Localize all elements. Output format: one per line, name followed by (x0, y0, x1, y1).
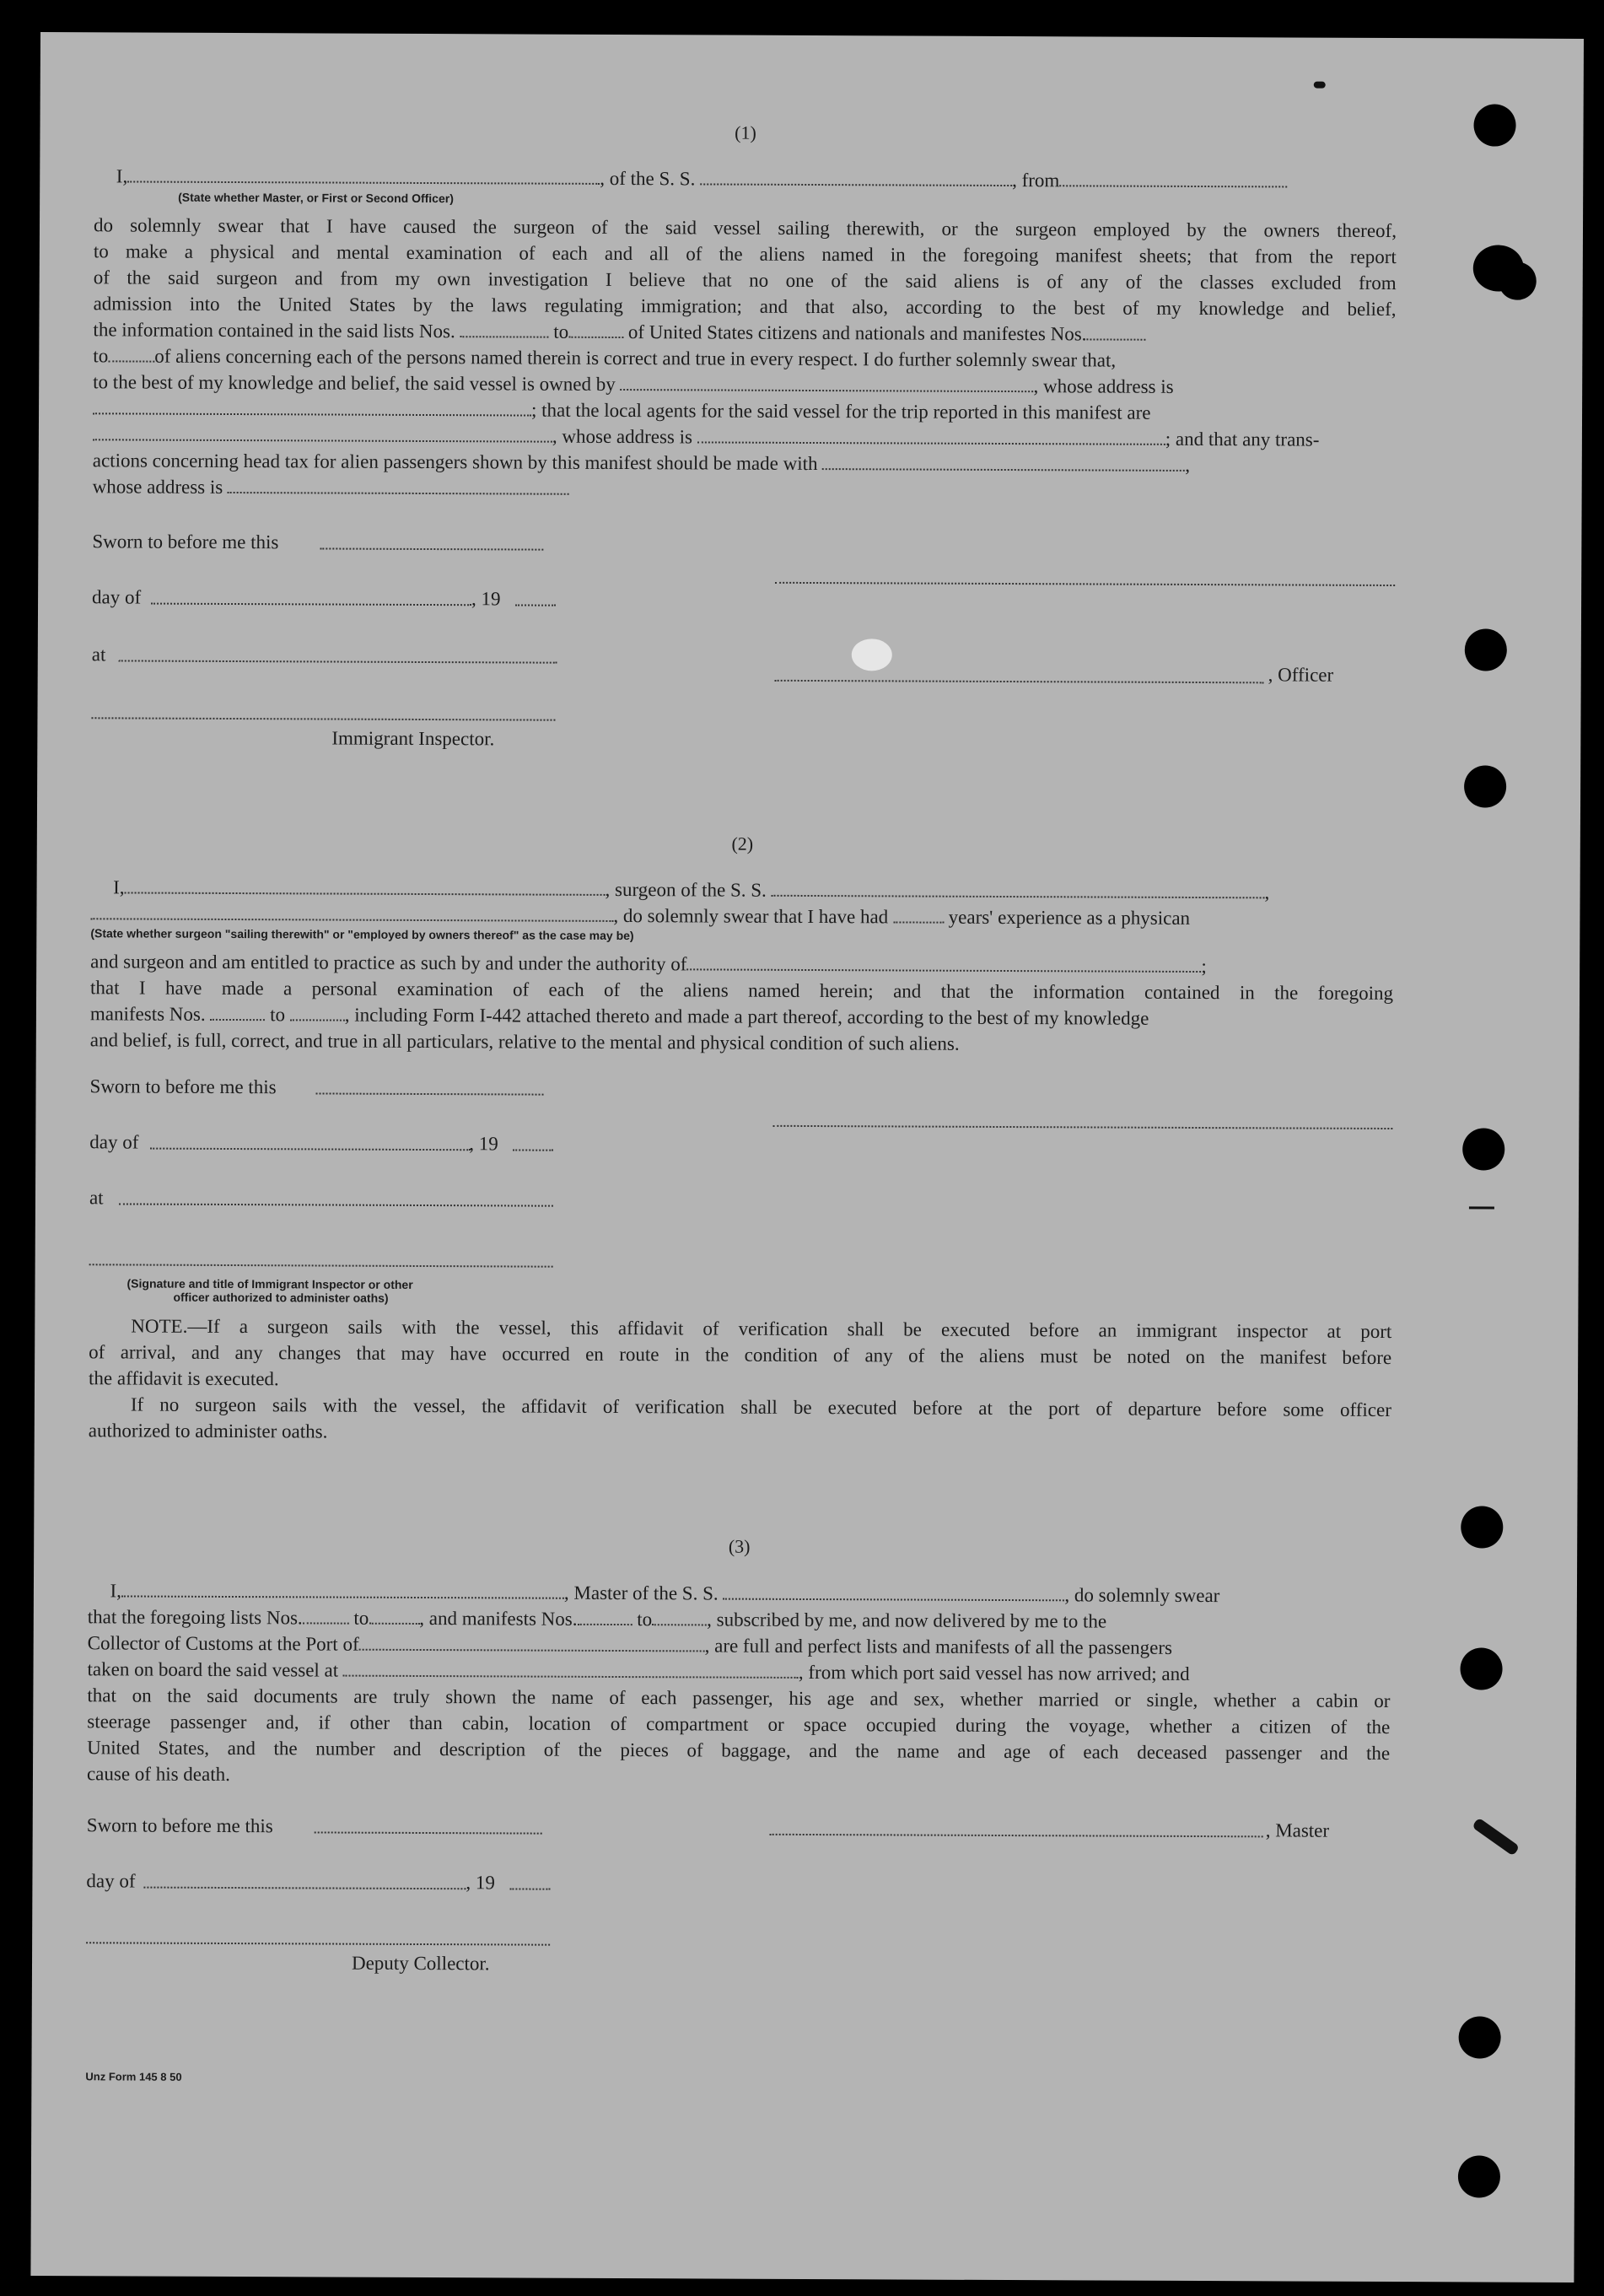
signature-line (775, 580, 1395, 586)
punch-hole (1473, 104, 1515, 146)
section1-line1: I, , of the S. S. , from (94, 163, 1397, 195)
oath-text: that I have made a personal examination of each of the aliens named herein; and that the information contained in the foregoing (90, 977, 1394, 1005)
signature-note: (Signature and title of Immigrant Inspector or other (126, 1276, 413, 1291)
punch-hole (1459, 2016, 1501, 2058)
oath-text: actions concerning head tax for alien passengers shown by this manifest should be made with , (92, 450, 1191, 476)
officer-note: (State whether Master, or First or Second Officer) (178, 190, 454, 206)
date-field (151, 601, 471, 606)
year-label: , 19 (471, 588, 501, 610)
section2-line2: , do solemnly swear that I have had years' experience as a physican (90, 900, 1393, 932)
date-field (515, 602, 556, 606)
inspector-label: Immigrant Inspector. (331, 727, 495, 750)
date-field (315, 1830, 542, 1834)
date-field (513, 1147, 553, 1151)
date-field (143, 1885, 466, 1890)
at-label: at (91, 644, 106, 666)
master-label: , Master (1265, 1819, 1330, 1841)
year-label: , 19 (466, 1872, 495, 1894)
punch-hole (1465, 628, 1507, 671)
oath-text: , whose address is ; and that any trans- (93, 421, 1396, 453)
paper-smudge (852, 639, 892, 671)
form-content (85, 32, 1397, 2083)
punch-hole (1460, 1647, 1502, 1690)
signature-line (89, 1262, 553, 1267)
officer-label: , Officer (1268, 664, 1334, 686)
form-number: Unz Form 145 8 50 (85, 2070, 182, 2083)
day-label: day of (92, 586, 142, 608)
place-field (119, 1201, 553, 1206)
stain-mark (1469, 1206, 1494, 1209)
sworn-label: Sworn to before me this (86, 1814, 273, 1837)
sworn-label: Sworn to before me this (89, 1075, 277, 1098)
day-label: day of (86, 1870, 136, 1892)
signature-line (775, 678, 1264, 684)
at-label: at (89, 1187, 104, 1209)
signature-line (86, 1940, 550, 1945)
signature-line (772, 1124, 1392, 1129)
note-text: of arrival, and any changes that may have occurred en route in the condition of any of the aliens must be noted on the manifest before (89, 1341, 1392, 1369)
section-number: (3) (728, 1535, 751, 1557)
punch-hole (1461, 1506, 1503, 1548)
oath-text: United States, and the number and description of the pieces of baggage, and the name and age of each deceased passenger and the (87, 1737, 1391, 1765)
year-label: , 19 (469, 1133, 498, 1155)
oath-text: to the best of my knowledge and belief, the said vessel is owned by , whose address is (93, 371, 1174, 397)
place-field (119, 658, 557, 663)
stain-mark (1314, 82, 1326, 89)
date-field (150, 1146, 471, 1151)
section-number: (2) (731, 833, 754, 854)
oath-text: and belief, is full, correct, and true in all particulars, relative to the mental and physical condition of such aliens. (89, 1029, 960, 1054)
section2-line1: I, , surgeon of the S. S. , (113, 876, 1270, 903)
punch-hole (1499, 262, 1537, 300)
note-text: authorized to administer oaths. (88, 1420, 328, 1442)
note-text: NOTE.—If a surgeon sails with the vessel, this affidavit of verification shall be executed before an immigrant inspector at port (131, 1315, 1392, 1343)
signature-note: officer authorized to administer oaths) (173, 1290, 389, 1305)
date-field (320, 546, 543, 550)
signature-line (770, 1832, 1263, 1838)
oath-text: that on the said documents are truly shown the name of each passenger, his age and sex, whether married or single, whether a cabin or (87, 1684, 1391, 1712)
date-field (509, 1886, 550, 1889)
oath-text: that the foregoing lists Nos. to , and manifests Nos. to , subscribed by me, and now delivered by me to the (87, 1606, 1107, 1632)
oath-text: of the said surgeon and from my own investigation I believe that no one of the said aliens is of any of the classes excluded from (93, 267, 1397, 294)
oath-text: ; that the local agents for the said vessel for the trip reported in this manifest are (93, 395, 1396, 427)
punch-hole (1458, 2155, 1500, 2197)
note-text: the affidavit is executed. (88, 1367, 279, 1390)
oath-text: and surgeon and am entitled to practice as such by and under the authority of ; (90, 951, 1207, 978)
punch-hole (1464, 765, 1506, 807)
date-field (316, 1091, 544, 1095)
oath-text: steerage passenger and, if other than cabin, location of compartment or space occupied during the voyage, whether a citizen of the (87, 1711, 1391, 1738)
section3-line1: I, , Master of the S. S. , do solemnly swear (110, 1580, 1220, 1607)
oath-text: taken on board the said vessel at , from which port said vessel has now arrived; and (87, 1658, 1190, 1684)
oath-text: do solemnly swear that I have caused the surgeon of the said vessel sailing therewith, or the surgeon employed by the owners thereof, (93, 214, 1397, 242)
oath-text: admission into the United States by the laws regulating immigration; and that also, according to the best of my knowledge and belief, (93, 293, 1397, 321)
day-label: day of (89, 1131, 139, 1153)
collector-label: Deputy Collector. (351, 1952, 490, 1975)
oath-text: to make a physical and mental examination of each and all of the aliens named in the foregoing manifest sheets; that from the report (93, 240, 1397, 268)
section-number: (1) (735, 121, 756, 143)
oath-text: the information contained in the said lists Nos. to of United States citizens and nationals and manifestes Nos. (93, 316, 1396, 348)
note-text: If no surgeon sails with the vessel, the affidavit of verification shall be executed before at the port of departure before some officer (130, 1393, 1391, 1421)
oath-text: manifests Nos. to , including Form I-442 attached thereto and made a part thereof, according to the best of my knowledge (89, 1003, 1149, 1029)
stain-mark (1472, 1818, 1520, 1857)
punch-hole (1462, 1128, 1504, 1170)
oath-text: Collector of Customs at the Port of , are full and perfect lists and manifests of all the passengers (87, 1632, 1173, 1658)
sworn-label: Sworn to before me this (92, 531, 279, 553)
oath-text: cause of his death. (86, 1763, 230, 1786)
surgeon-note: (State whether surgeon "sailing therewith" or "employed by owners thereof" as the case may be) (90, 926, 634, 943)
form-page (30, 32, 1584, 2283)
oath-text: to of aliens concerning each of the persons named therein is correct and true in every respect. I do further solemnly swear that, (93, 345, 1117, 371)
oath-text: whose address is (93, 473, 1396, 505)
signature-line (91, 715, 555, 720)
